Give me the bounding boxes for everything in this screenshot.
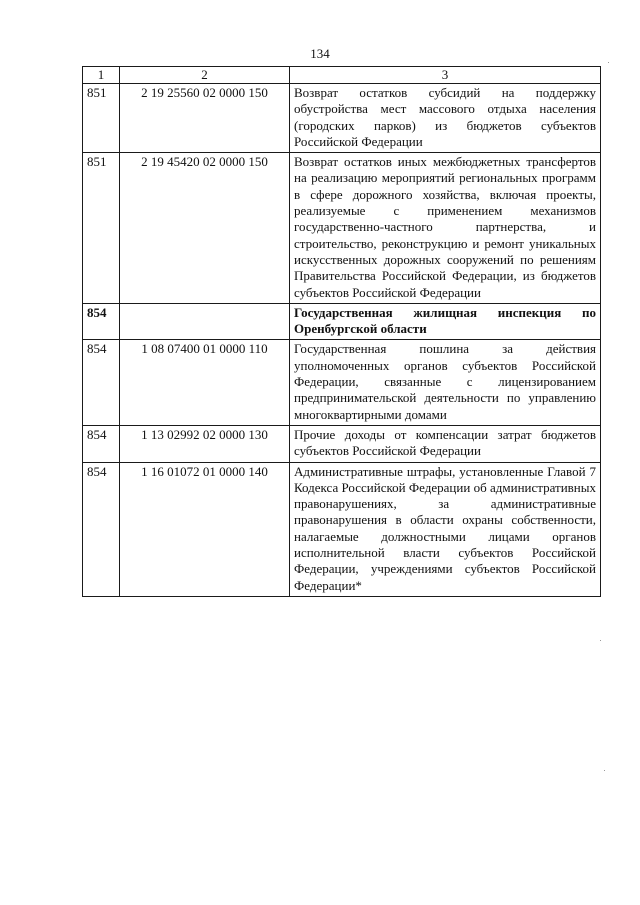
kbk-code-cell: 1 16 01072 01 0000 140 bbox=[120, 462, 290, 596]
table-row bbox=[83, 153, 601, 304]
scan-speck bbox=[608, 62, 609, 63]
column-header-1: 1 bbox=[83, 67, 120, 84]
admin-code-cell: 854 bbox=[83, 303, 120, 340]
admin-code-cell: 851 bbox=[83, 84, 120, 153]
revenue-codes-table bbox=[82, 66, 601, 597]
admin-code-cell: 854 bbox=[83, 340, 120, 425]
kbk-code-cell: 2 19 25560 02 0000 150 bbox=[120, 84, 290, 153]
description-cell: Государственная пошлина за действия уполномоченных органов субъектов Российской Федерации, связанные с лицензированием предпринимательской деятельности по управлению многоквартирными домами bbox=[290, 340, 601, 425]
kbk-code-cell bbox=[120, 303, 290, 340]
scan-speck bbox=[604, 770, 605, 771]
section-heading-cell: Государственная жилищная инспекция по Оренбургской области bbox=[290, 303, 601, 340]
table-row bbox=[83, 462, 601, 596]
table-row-section-heading bbox=[83, 303, 601, 340]
kbk-code-cell: 1 13 02992 02 0000 130 bbox=[120, 425, 290, 462]
table-row bbox=[83, 84, 601, 153]
column-header-2: 2 bbox=[120, 67, 290, 84]
table-row bbox=[83, 425, 601, 462]
admin-code-cell: 854 bbox=[83, 425, 120, 462]
kbk-code-cell: 2 19 45420 02 0000 150 bbox=[120, 153, 290, 304]
table-header-row bbox=[83, 67, 601, 84]
kbk-code-cell: 1 08 07400 01 0000 110 bbox=[120, 340, 290, 425]
table-row bbox=[83, 340, 601, 425]
description-cell: Административные штрафы, установленные Главой 7 Кодекса Российской Федерации об административных правонарушениях, за административные правонарушения в области охраны собственности, налагаемые должностными лицами органов исполнительной власти субъектов Российской Федерации, учреждениями субъектов Российской Федерации* bbox=[290, 462, 601, 596]
description-cell: Возврат остатков иных межбюджетных трансфертов на реализацию мероприятий региональных программ в сфере дорожного хозяйства, включая проекты, реализуемые с применением механизмов государственно-частного партнерства, и строительство, реконструкцию и ремонт уникальных искусственных дорожных сооружений по решениям Правительства Российской Федерации, из бюджетов субъектов Российской Федерации bbox=[290, 153, 601, 304]
admin-code-cell: 851 bbox=[83, 153, 120, 304]
description-cell: Возврат остатков субсидий на поддержку обустройства мест массового отдыха населения (городских парков) из бюджетов субъектов Российской Федерации bbox=[290, 84, 601, 153]
column-header-3: 3 bbox=[290, 67, 601, 84]
description-cell: Прочие доходы от компенсации затрат бюджетов субъектов Российской Федерации bbox=[290, 425, 601, 462]
admin-code-cell: 854 bbox=[83, 462, 120, 596]
page-number: 134 bbox=[310, 46, 330, 61]
scan-speck bbox=[600, 640, 601, 641]
